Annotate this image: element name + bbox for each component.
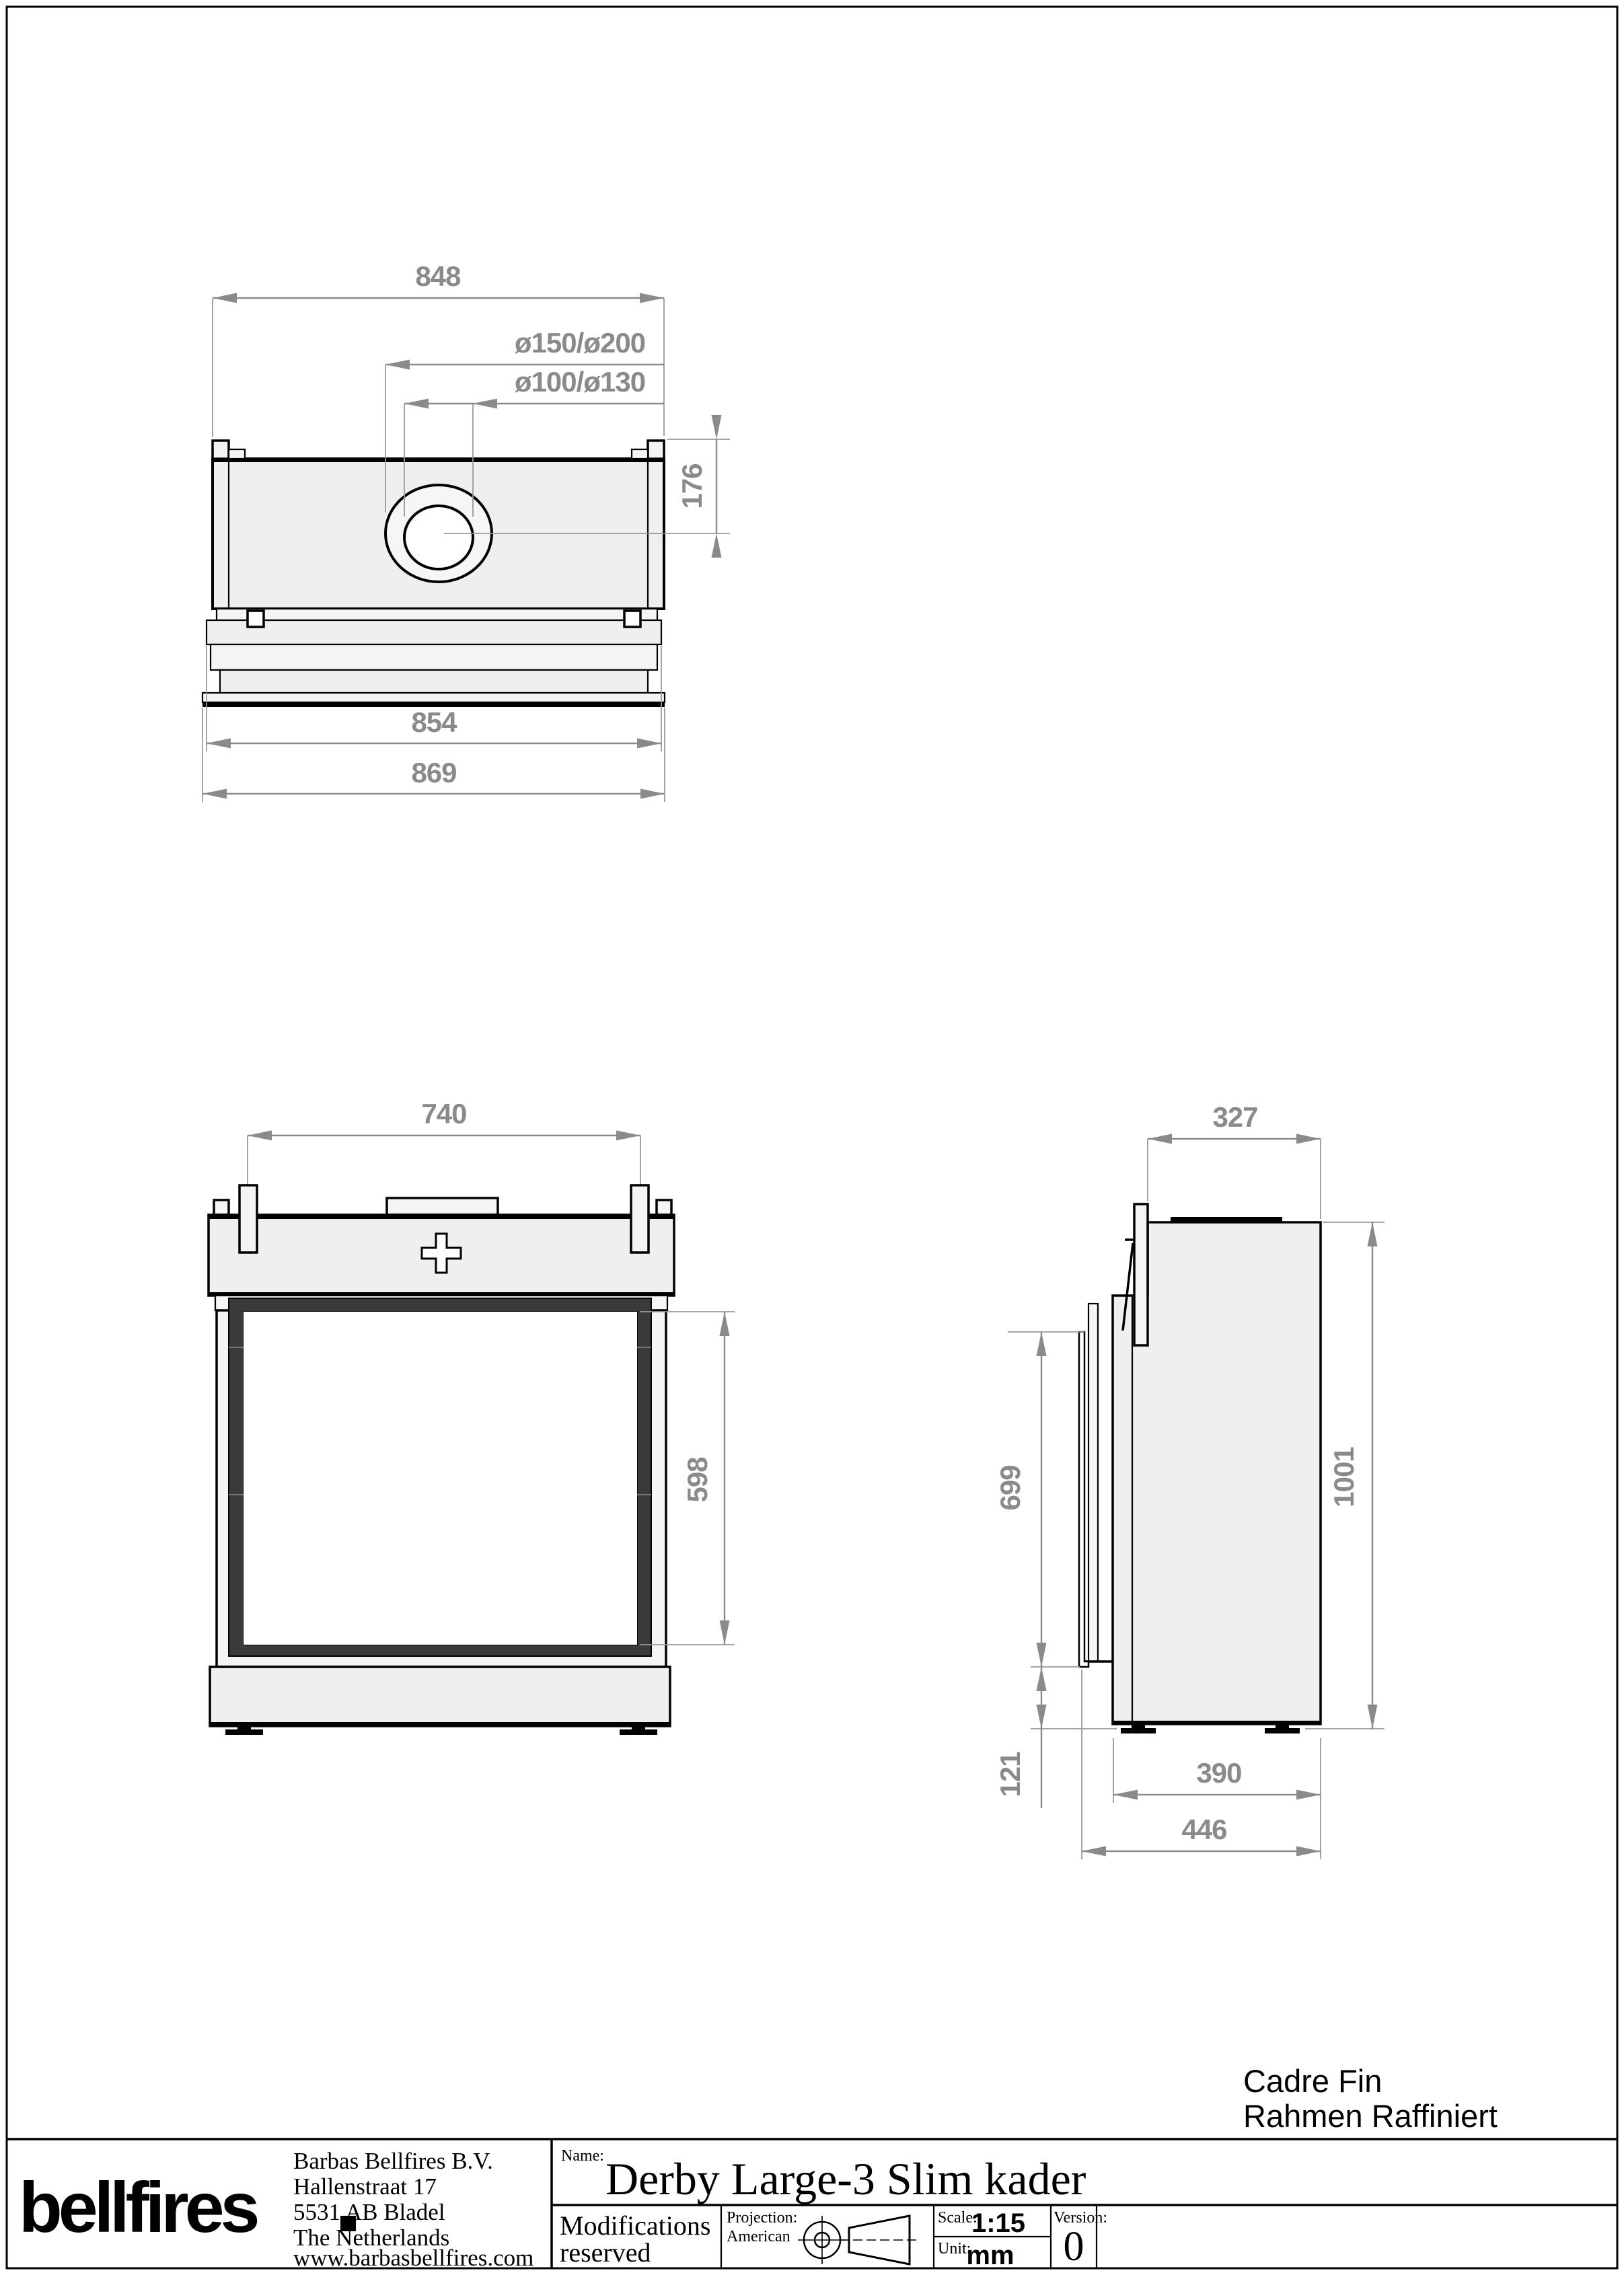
- note-rahmen-raffiniert: Rahmen Raffiniert: [1243, 2098, 1498, 2134]
- drawing-name: Derby Large-3 Slim kader: [605, 2153, 1086, 2204]
- front-right-bracket: [631, 1185, 649, 1253]
- front-base: [210, 1667, 670, 1726]
- flue-collar-inner: [404, 506, 473, 569]
- dim-740: 740: [421, 1098, 467, 1129]
- version-label: Version:: [1054, 2209, 1107, 2227]
- company-country: The Netherlands: [293, 2225, 450, 2251]
- dim-176: 176: [676, 463, 708, 509]
- dim-121: 121: [994, 1752, 1026, 1797]
- logo-text: bellfires: [19, 2168, 256, 2247]
- side-bracket: [1134, 1204, 1148, 1345]
- note-cadre-fin: Cadre Fin: [1243, 2063, 1382, 2099]
- dim-390: 390: [1196, 1757, 1242, 1789]
- scale-value: 1:15: [971, 2208, 1026, 2238]
- top-view-right-latch: [624, 611, 640, 627]
- company-street: Hallenstraat 17: [293, 2173, 437, 2200]
- company-postal: 5531 AB Bladel: [293, 2199, 445, 2225]
- front-flue-box: [387, 1198, 498, 1215]
- front-left-bracket: [239, 1185, 257, 1253]
- company-website: www.barbasbellfires.com: [293, 2245, 534, 2271]
- dim-848: 848: [415, 260, 461, 292]
- company-name: Barbas Bellfires B.V.: [293, 2148, 493, 2174]
- front-glass: [244, 1312, 637, 1645]
- dim-flue-small: ø100/ø130: [514, 366, 646, 398]
- dim-327: 327: [1212, 1101, 1258, 1133]
- dim-869: 869: [411, 757, 457, 788]
- unit-value: mm: [966, 2241, 1014, 2270]
- modifications-line2: reserved: [560, 2237, 651, 2268]
- modifications-line1: Modifications: [560, 2210, 711, 2241]
- name-label: Name:: [561, 2147, 604, 2165]
- version-value: 0: [1063, 2224, 1084, 2270]
- top-view-left-latch: [248, 611, 264, 627]
- dim-854: 854: [411, 706, 457, 738]
- dim-699: 699: [994, 1465, 1026, 1511]
- dim-446: 446: [1181, 1814, 1227, 1845]
- front-left-nub: [214, 1200, 229, 1215]
- projection-value: American: [727, 2228, 790, 2245]
- scale-label: Scale:: [938, 2209, 977, 2227]
- dim-1001: 1001: [1328, 1447, 1360, 1507]
- dim-flue-large: ø150/ø200: [514, 327, 646, 359]
- unit-label: Unit:: [938, 2240, 971, 2257]
- side-top-plate: [1171, 1217, 1282, 1222]
- side-frame-plate-mid: [1088, 1304, 1098, 1662]
- dim-598: 598: [681, 1457, 713, 1503]
- front-right-nub: [657, 1200, 671, 1215]
- page-border: [7, 7, 1617, 2268]
- top-view-right-tab: [648, 441, 664, 459]
- projection-label: Projection:: [727, 2209, 798, 2227]
- top-view-left-tab: [213, 441, 229, 459]
